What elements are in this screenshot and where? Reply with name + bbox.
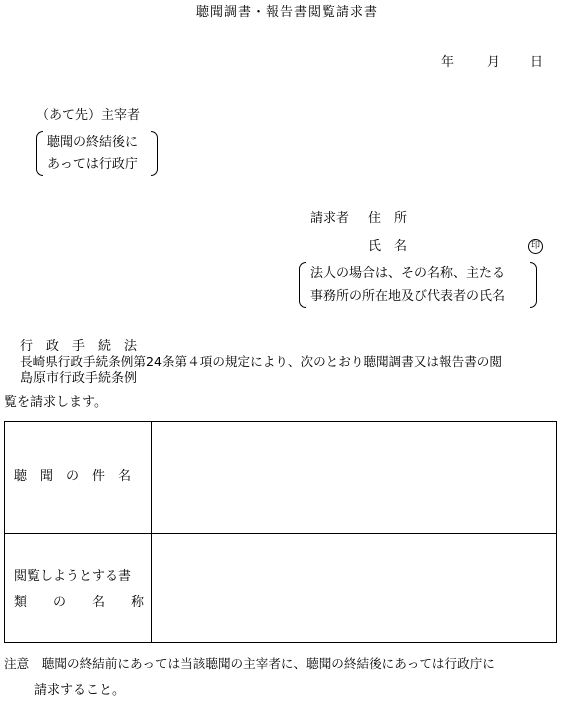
legal-main-sentence: 長崎県行政手続条例第24条第４項の規定により、次のとおり聴聞調書又は報告書の閲 bbox=[20, 354, 502, 369]
requester-name-label: 氏 名 bbox=[368, 239, 408, 254]
subject-label: 聴 聞 の 件 名 bbox=[14, 469, 132, 484]
bracket-right bbox=[530, 262, 537, 308]
requester-bracket-line-1: 法人の場合は、その名称、主たる bbox=[310, 266, 506, 281]
addressee-bracket-line-2: あっては行政庁 bbox=[47, 157, 138, 172]
date-year-label: 年 bbox=[441, 55, 455, 70]
seal-mark: 印 bbox=[528, 239, 543, 254]
table-column-divider bbox=[151, 422, 152, 642]
legal-option-act: 行 政 手 続 法 bbox=[20, 339, 138, 354]
requester-label: 請求者 bbox=[310, 211, 350, 226]
legal-option-city: 島原市行政手続条例 bbox=[20, 371, 138, 386]
requester-address-label: 住 所 bbox=[368, 211, 408, 226]
legal-continuation: 覧を請求します。 bbox=[4, 395, 107, 410]
note-line-2: 請求すること。 bbox=[34, 683, 126, 698]
bracket-left bbox=[299, 262, 306, 308]
request-table bbox=[4, 421, 557, 643]
date-day-label: 日 bbox=[530, 55, 544, 70]
document-name-label-line-1: 閲覧しようとする書 bbox=[14, 569, 132, 584]
form-title: 聴聞調書・報告書閲覧請求書 bbox=[195, 5, 378, 20]
bracket-left bbox=[36, 131, 43, 176]
requester-bracket-line-2: 事務所の所在地及び代表者の氏名 bbox=[310, 289, 506, 304]
addressee-label: （あて先）主宰者 bbox=[36, 108, 141, 123]
addressee-bracket-line-1: 聴聞の終結後に bbox=[47, 135, 139, 150]
document-name-label-line-2: 類 の 名 称 bbox=[14, 595, 145, 610]
date-month-label: 月 bbox=[487, 55, 501, 70]
addressee-bracket bbox=[36, 131, 158, 176]
note-line-1: 注意 聴聞の終結前にあっては当該聴聞の主宰者に、聴聞の終結後にあっては行政庁に bbox=[4, 656, 495, 671]
requester-bracket bbox=[299, 262, 537, 308]
bracket-right bbox=[151, 131, 158, 176]
table-row-divider bbox=[5, 533, 556, 534]
